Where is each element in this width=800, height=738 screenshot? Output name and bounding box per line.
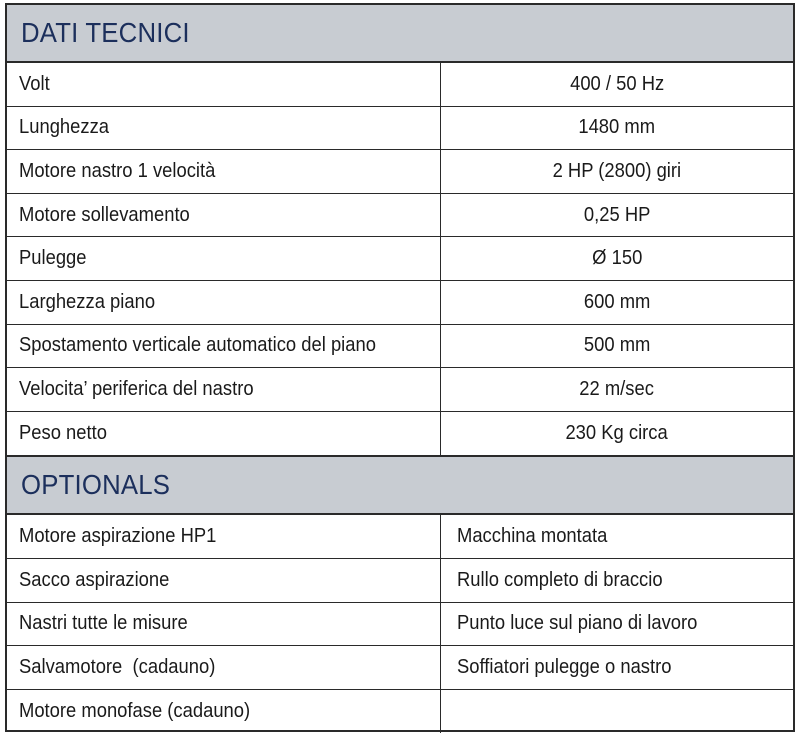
spec-label: Pulegge [19, 247, 87, 270]
optional-item-left: Sacco aspirazione [19, 568, 170, 591]
technical-data-header [7, 5, 793, 63]
table-row [7, 412, 793, 456]
technical-data-title: DATI TECNICI [21, 17, 190, 48]
optional-item-right: Macchina montata [457, 525, 608, 548]
optional-item-left: Motore monofase (cadauno) [19, 700, 251, 723]
optionals-table [7, 515, 793, 733]
table-row [7, 515, 793, 559]
spec-label: Motore nastro 1 velocità [19, 159, 216, 182]
table-row [7, 237, 793, 281]
optional-item-right: Rullo completo di braccio [457, 568, 663, 591]
optionals-section [7, 457, 793, 733]
optional-item-left: Motore aspirazione HP1 [19, 525, 217, 548]
spec-label: Larghezza piano [19, 290, 156, 313]
table-row [7, 63, 793, 107]
spec-label: Motore sollevamento [19, 203, 190, 226]
optionals-header [7, 457, 793, 515]
spec-label: Peso netto [19, 422, 107, 445]
technical-data-section [7, 5, 793, 457]
table-row [7, 194, 793, 238]
spec-label: Spostamento verticale automatico del piano [19, 334, 376, 357]
optional-item-left: Salvamotore (cadauno) [19, 655, 216, 678]
spec-label: Velocita’ periferica del nastro [19, 377, 254, 400]
spec-value: 22 m/sec [579, 377, 655, 400]
table-row [7, 325, 793, 369]
spec-value: 2 HP (2800) giri [552, 159, 682, 182]
table-row [7, 690, 793, 734]
table-row [7, 646, 793, 690]
spec-value: 1480 mm [578, 116, 656, 139]
table-row [7, 150, 793, 194]
spec-value: 0,25 HP [583, 203, 651, 226]
spec-value: 230 Kg circa [565, 422, 669, 445]
table-row [7, 107, 793, 151]
optionals-title: OPTIONALS [21, 469, 171, 501]
technical-data-table [7, 63, 793, 455]
table-row [7, 281, 793, 325]
spec-label: Lunghezza [19, 116, 110, 139]
spec-value: 500 mm [583, 334, 651, 357]
spec-label: Volt [19, 72, 50, 95]
spec-value: Ø 150 [591, 247, 643, 270]
table-row [7, 559, 793, 603]
spec-value: 600 mm [583, 290, 651, 313]
optional-item-right: Soffiatori pulegge o nastro [457, 655, 672, 678]
table-row [7, 368, 793, 412]
table-row [7, 603, 793, 647]
spec-sheet [5, 3, 795, 732]
spec-value: 400 / 50 Hz [569, 72, 665, 95]
optional-item-left: Nastri tutte le misure [19, 612, 188, 635]
optional-item-right: Punto luce sul piano di lavoro [457, 612, 698, 635]
